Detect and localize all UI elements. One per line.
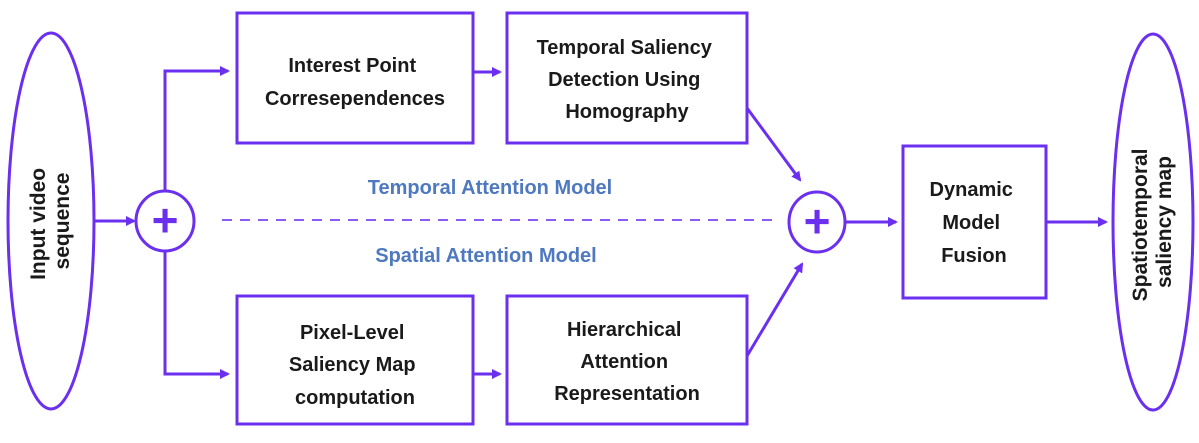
sum-node-right (789, 192, 845, 252)
output-node (1113, 34, 1193, 410)
plus-icon: + (803, 195, 831, 247)
line-sum-up (165, 71, 228, 191)
interest-label-line2: Corresependences (264, 88, 446, 110)
interest-label-line1: Interest Point (288, 55, 417, 77)
input-node (8, 33, 94, 409)
spatial-attention-model-label: Spatial Attention Model (375, 245, 597, 267)
hier-label-line1: Hierarchical (566, 319, 682, 341)
pixel-level-box (237, 296, 473, 424)
line-sum-down (165, 251, 228, 374)
hier-label-line3: Representation (554, 383, 700, 405)
input-label-line2: sequence (51, 172, 74, 270)
temporal-label-line3: Homography (565, 101, 689, 123)
pixel-label-line3: computation (295, 387, 415, 409)
pixel-label-line1: Pixel-Level (299, 322, 405, 344)
dynamic-model-fusion-box (903, 146, 1046, 298)
interest-point-box (237, 13, 473, 143)
fusion-label-line1: Dynamic (929, 179, 1013, 201)
fusion-label-line3: Fusion (941, 245, 1007, 267)
hier-label-line2: Attention (580, 351, 669, 373)
temporal-label-line1: Temporal Saliency (536, 37, 712, 59)
plus-icon: + (151, 194, 179, 246)
svg-text:Dynamic Model Fusi (930, 179, 1019, 267)
arrow-temporal-to-sum (747, 108, 800, 180)
temporal-saliency-box (507, 13, 747, 143)
sum-node-left (136, 191, 194, 251)
output-label-line2: saliency map (1153, 156, 1176, 288)
arrow-hier-to-sum (747, 264, 802, 356)
pixel-label-line2: Saliency Map (288, 354, 416, 376)
svg-text:Pixel-Level Saliency Map (289, 322, 421, 409)
svg-text:Spatiotemporal saliency (1129, 143, 1176, 302)
temporal-label-line2: Detection Using (548, 69, 701, 91)
temporal-attention-model-label: Temporal Attention Model (367, 177, 613, 199)
hierarchical-attention-box (507, 296, 747, 424)
input-label-line1: Input video (27, 167, 50, 280)
output-label-line1: Spatiotemporal (1129, 148, 1152, 302)
fusion-label-line2: Model (942, 212, 1001, 234)
svg-text:Input video sequence (27, 162, 74, 280)
